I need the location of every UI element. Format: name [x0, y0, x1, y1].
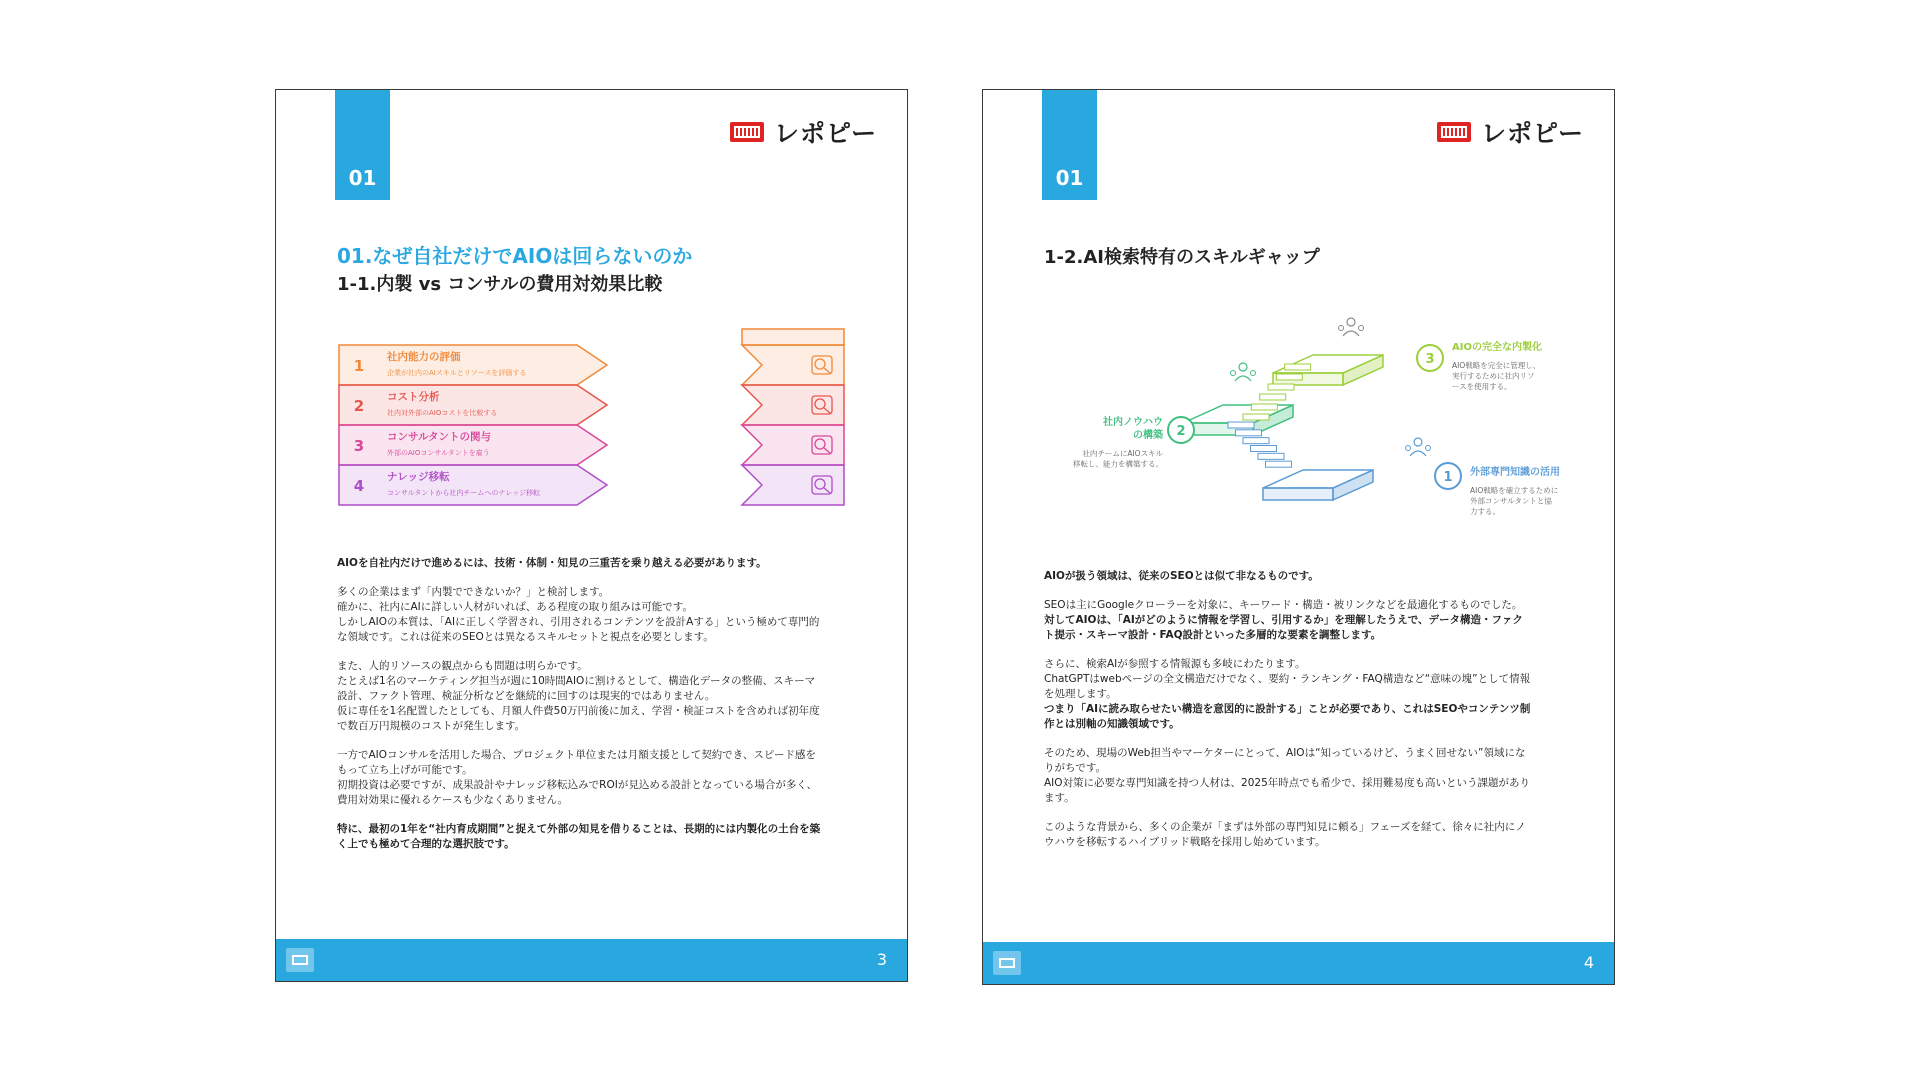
skill-gap-stairs-diagram: [1043, 298, 1583, 538]
text-line: AIOが扱う領域は、従来のSEOとは似て非なるものです。: [1044, 570, 1319, 582]
team-training-icon: [1231, 363, 1256, 381]
stair-badge-3: [1417, 345, 1443, 371]
step-title: ナレッジ移転: [387, 471, 450, 483]
paragraph: [337, 556, 857, 571]
text-line: そのため、現場のWeb担当やマーケターにとって、AIOは“知っているけど、うまく回せない”領域にな: [1044, 747, 1526, 759]
text-line: さらに、検索AIが参照する情報源も多岐にわたります。: [1044, 658, 1306, 670]
text-line: また、人的リソースの観点からも問題は明らかです。: [337, 660, 588, 672]
paragraph: [337, 585, 857, 645]
stair-desc: 移転し、能力を構築する。: [1073, 459, 1163, 469]
text-line: このような背景から、多くの企業が「まずは外部の専門知見に頼る」フェーズを経て、徐々に社内にノ: [1044, 821, 1526, 833]
brand-logo: [728, 114, 877, 150]
text-line: を処理します。: [1044, 688, 1117, 700]
icon-panel: [742, 345, 844, 385]
body-text: [1044, 569, 1564, 864]
text-line: 初期投資は必要ですが、成果設計やナレッジ移転込みでROIが見込める設計となっている場合が多く、: [337, 779, 818, 791]
icon-panel: [742, 425, 844, 465]
stair-title: の構築: [1133, 430, 1163, 441]
stair-desc: AIO戦略を完全に管理し、: [1452, 361, 1541, 370]
text-line: もって立ち上げが可能です。: [337, 764, 473, 776]
stair-title: 外部専門知識の活用: [1470, 467, 1560, 478]
icon-panel-cap: [742, 329, 844, 345]
page-number: 3: [876, 950, 887, 969]
step-panel: [339, 345, 607, 385]
text-line: ます。: [1044, 792, 1075, 804]
text-line: たとえば1名のマーケティング担当が週に10時間AIOに割けるとして、構造化データの整備、スキーマ: [337, 675, 816, 687]
step-row: [339, 345, 844, 385]
paragraph: [1044, 598, 1564, 643]
network-people-icon: [1406, 438, 1431, 456]
stair-desc: 力する。: [1470, 507, 1500, 516]
text-line: 一方でAIOコンサルを活用した場合、プロジェクト単位または月額支援として契約でき、スピード感を: [337, 749, 816, 761]
paragraph: [1044, 746, 1564, 806]
leader-team-icon: [1339, 318, 1364, 336]
document-page-3: [275, 89, 908, 982]
text-line: ChatGPTはwebページの全文構造だけでなく、要約・ランキング・FAQ構造など“意味の塊”として情報: [1044, 673, 1531, 685]
stair-number: 3: [1425, 352, 1435, 367]
footer-logo-icon: [993, 951, 1021, 975]
chapter-tab: [1042, 90, 1097, 200]
step-number: 4: [353, 477, 365, 495]
step-title: コンサルタントの関与: [387, 431, 492, 443]
text-line: AIO対策に必要な専門知識を持つ人材は、2025年時点でも希少で、採用難易度も高いという課題があり: [1044, 777, 1531, 789]
step-panel: [339, 385, 607, 425]
step-title: 社内能力の評価: [387, 351, 461, 363]
text-line: りがちです。: [1044, 762, 1107, 774]
text-line: で数百万円規模のコストが発生します。: [337, 720, 526, 732]
step-desc: 企業が社内のAIスキルとリソースを評価する: [387, 369, 527, 377]
text-line: 費用対効果に優れるケースも少なくありません。: [337, 794, 569, 806]
text-line: ウハウを移転するハイブリッド戦略を採用し始めています。: [1044, 836, 1326, 848]
step-desc: 社内対外部のAIOコストを比較する: [387, 409, 498, 417]
paragraph: [1044, 820, 1564, 850]
stair-number: 2: [1176, 424, 1186, 439]
text-line: 確かに、社内にAIに詳しい人材がいれば、ある程度の取り組みは可能です。: [337, 601, 693, 613]
stair-desc: 外部コンサルタントと協: [1470, 496, 1552, 506]
stair-badge-1: [1435, 463, 1461, 489]
chapter-tab-number: 01: [1055, 166, 1084, 190]
step-title: コスト分析: [387, 391, 440, 403]
document-page-4: [982, 89, 1615, 985]
brand-logo: [1435, 114, 1584, 150]
stair-desc: 実行するために社内リソ: [1452, 371, 1535, 381]
text-line: く上でも極めて合理的な選択肢です。: [337, 838, 515, 850]
step-row: [339, 425, 844, 465]
page-footer: [983, 942, 1614, 984]
step-panel: [339, 465, 607, 505]
stair-badge-2: [1168, 417, 1194, 443]
text-line: ト提示・スキーマ設計・FAQ設計といった多層的な要素を調整します。: [1044, 629, 1382, 641]
paragraph: [337, 822, 857, 852]
stair-desc: AIO戦略を確立するために: [1470, 486, 1559, 495]
chapter-title: 01.なぜ自社だけでAIOは回らないのか: [337, 244, 693, 268]
step-number: 1: [353, 357, 365, 375]
paragraph: [1044, 569, 1564, 584]
stair-desc: 社内チームにAIOスキル: [1082, 449, 1163, 458]
text-line: 設計、ファクト管理、検証分析などを継続的に回すのは現実的ではありません。: [337, 690, 716, 702]
text-line: しかしAIOの本質は、「AIに正しく学習され、引用されるコンテンツを設計Aする」という極めて専門的: [337, 616, 820, 628]
text-line: 多くの企業はまず「内製でできないか？」と検討します。: [337, 586, 610, 598]
text-line: AIOを自社内だけで進めるには、技術・体制・知見の三重苦を乗り越える必要があります。: [337, 557, 767, 569]
report-logo-icon: [728, 118, 766, 146]
text-line: 作とは別軸の知識領域です。: [1044, 718, 1180, 730]
stair-number: 1: [1443, 470, 1453, 485]
report-logo-icon: [1435, 118, 1473, 146]
step-desc: コンサルタントから社内チームへのナレッジ移転: [387, 489, 541, 497]
paragraph: [337, 748, 857, 808]
stair-desc: ースを使用する。: [1452, 382, 1512, 391]
text-line: つまり「AIに読み取らせたい構造を意図的に設計する」ことが必要であり、これはSEOやコンテンツ制: [1044, 703, 1531, 715]
brand-name: レポピー: [1480, 119, 1584, 148]
paragraph: [337, 659, 857, 734]
page-number: 4: [1583, 953, 1594, 972]
step-row: [339, 465, 844, 505]
text-line: な領域です。これは従来のSEOとは異なるスキルセットと視点を必要とします。: [337, 631, 714, 643]
step-desc: 外部のAIOコンサルタントを雇う: [387, 449, 490, 457]
text-line: SEOは主にGoogleクローラーを対象に、キーワード・構造・被リンクなどを最適化するものでした。: [1044, 599, 1523, 611]
chapter-tab: [335, 90, 390, 200]
icon-panel: [742, 465, 844, 505]
icon-panel: [742, 385, 844, 425]
chapter-tab-number: 01: [348, 166, 377, 190]
stair-title: AIOの完全な内製化: [1452, 342, 1542, 353]
cost-comparison-diagram: [337, 323, 857, 523]
section-title: 1-2.AI検索特有のスキルギャップ: [1044, 247, 1320, 268]
step-number: 3: [353, 437, 365, 455]
brand-name: レポピー: [773, 119, 877, 148]
step-row: [339, 385, 844, 425]
text-line: 対してAIOは、「AIがどのように情報を学習し、引用するか」を理解したうえで、データ構造・ファク: [1044, 614, 1523, 626]
stair-title: 社内ノウハウ: [1103, 417, 1163, 428]
stair-platform-1: [1263, 470, 1373, 500]
footer-logo-icon: [286, 948, 314, 972]
text-line: 仮に専任を1名配置したとしても、月額人件費50万円前後に加え、学習・検証コストを含めれば初年度: [337, 705, 820, 717]
page-footer: [276, 939, 907, 981]
text-line: 特に、最初の1年を“社内育成期間”と捉えて外部の知見を借りることは、長期的には内製化の土台を築: [337, 823, 821, 835]
paragraph: [1044, 657, 1564, 732]
step-number: 2: [353, 397, 365, 415]
body-text: [337, 556, 857, 866]
section-title: 1-1.内製 vs コンサルの費用対効果比較: [337, 274, 663, 295]
